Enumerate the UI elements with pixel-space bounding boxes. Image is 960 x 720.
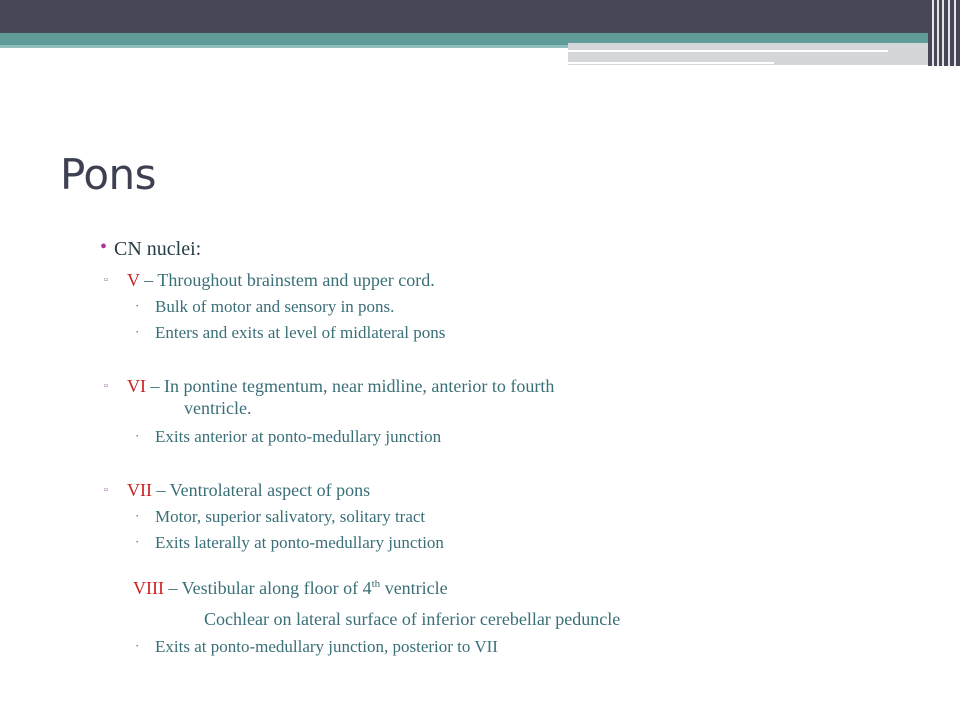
- nerve-vii-label: VII: [127, 480, 152, 500]
- bullet-dot: •: [100, 236, 108, 258]
- bullet-square: ▫: [104, 484, 108, 496]
- nerve-vi-text: – In pontine tegmentum, near midline, anterior to fourth: [146, 376, 555, 396]
- nerve-v-text: – Throughout brainstem and upper cord.: [139, 270, 435, 290]
- header-stripes: [928, 0, 960, 66]
- nerve-viii-sub: Exits at ponto-medullary junction, posterior to VII: [155, 637, 498, 656]
- bullet-diamond: ·: [135, 638, 140, 653]
- nerve-v-sub: Enters and exits at level of midlateral pons: [155, 323, 446, 342]
- nerve-vi-text-cont: ventricle.: [184, 398, 252, 418]
- header-line: [568, 62, 774, 64]
- nerve-vii-sub: Motor, superior salivatory, solitary tract: [155, 507, 426, 526]
- nerve-vii-sub: Exits laterally at ponto-medullary junction: [155, 533, 444, 552]
- nerve-vi-sub: Exits anterior at ponto-medullary junction: [155, 427, 442, 446]
- bullet-diamond: ·: [135, 428, 140, 443]
- header-line: [568, 50, 888, 52]
- nerve-viii-line2: Cochlear on lateral surface of inferior cerebellar peduncle: [204, 609, 621, 629]
- nerve-v-sub: Bulk of motor and sensory in pons.: [155, 297, 395, 316]
- bullet-diamond: ·: [135, 534, 140, 549]
- nerve-viii-text: – Vestibular along floor of 4: [163, 578, 372, 598]
- nerve-viii-item: [133, 578, 448, 599]
- stripe: [942, 0, 944, 66]
- bullet-diamond: ·: [135, 324, 140, 339]
- nerve-v-label: V: [127, 270, 140, 290]
- bullet-diamond: ·: [135, 298, 140, 313]
- bullet-square: ▫: [104, 274, 108, 286]
- bullet-diamond: ·: [135, 508, 140, 523]
- nerve-v-item: [127, 270, 435, 291]
- stripe: [948, 0, 950, 66]
- nerve-viii-text-after: ventricle: [380, 578, 448, 598]
- stripe: [954, 0, 956, 66]
- nerve-vii-item: [127, 480, 370, 501]
- nerve-viii-label: VIII: [133, 578, 164, 598]
- cn-heading: CN nuclei:: [114, 238, 202, 260]
- nerve-viii-sup: th: [371, 578, 381, 590]
- nerve-vi-label: VI: [127, 376, 146, 396]
- nerve-vi-item: [127, 376, 554, 397]
- stripe: [932, 0, 934, 66]
- stripe: [937, 0, 939, 66]
- header-bar-light: [0, 45, 568, 48]
- slide-title: Pons: [60, 150, 157, 199]
- header-bar-dark: [0, 0, 960, 33]
- bullet-square: ▫: [104, 380, 108, 392]
- nerve-vii-text: – Ventrolateral aspect of pons: [152, 480, 371, 500]
